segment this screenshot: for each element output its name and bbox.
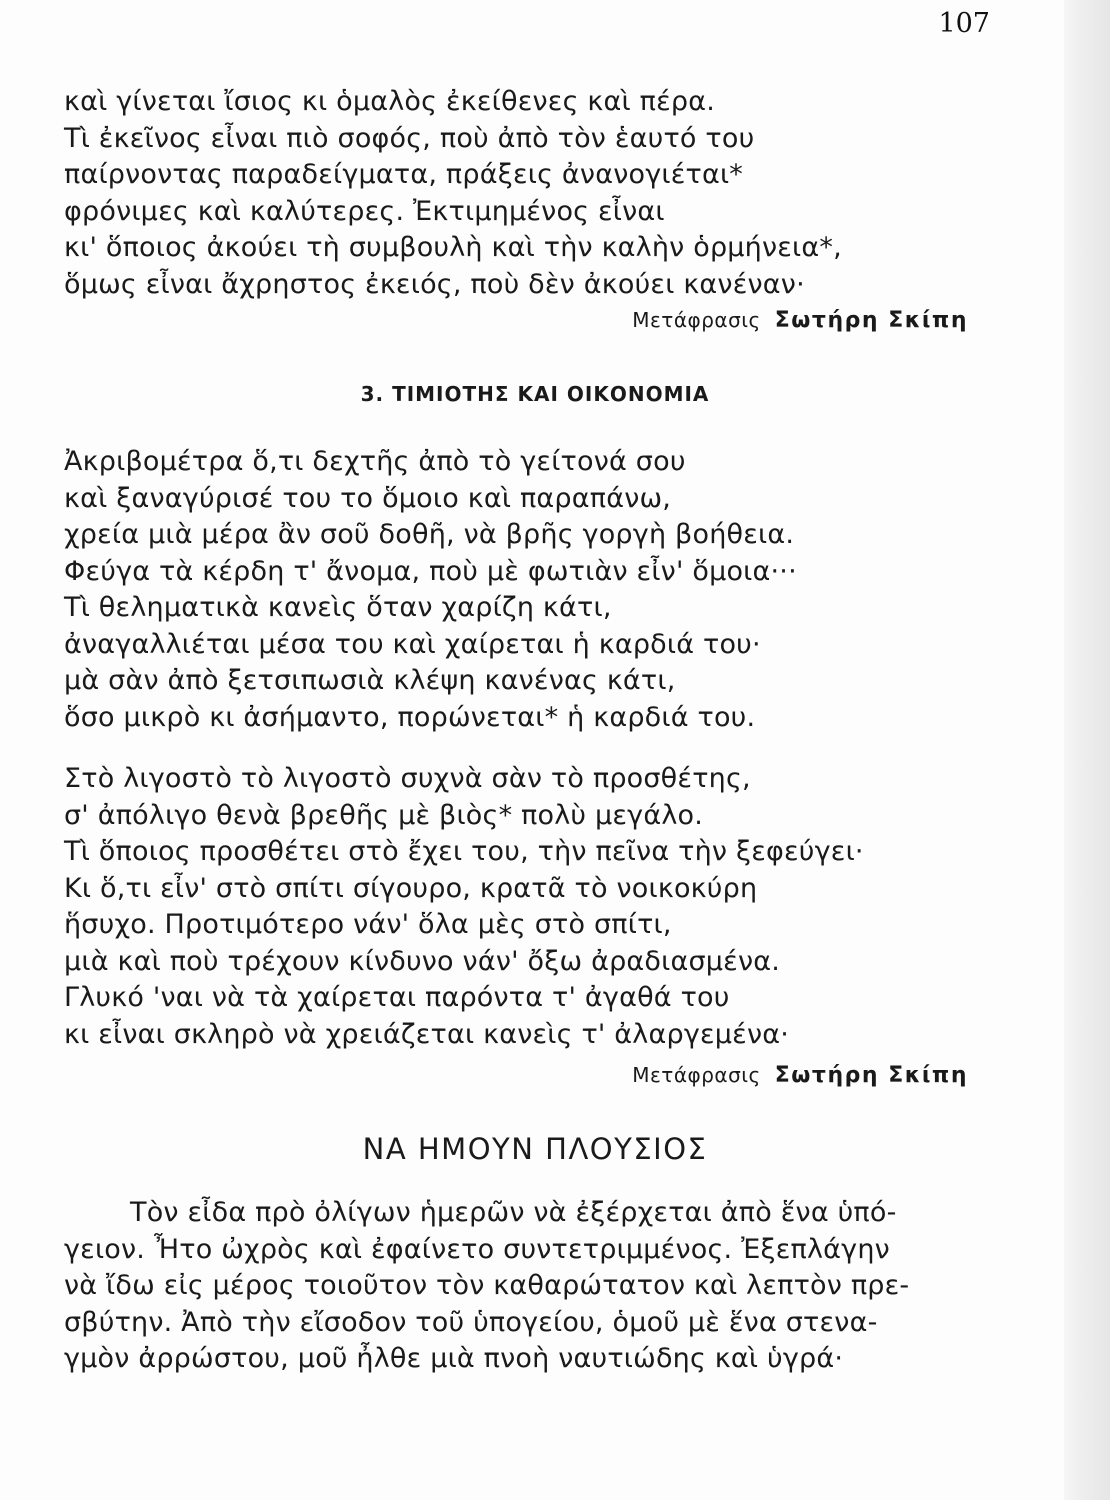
poem-continuation (64, 84, 842, 303)
verse-line: μιὰ καὶ ποὺ τρέχουν κίνδυνο νάν' ὄξω ἀραδιασμένα. (64, 945, 781, 977)
translator-attribution (632, 308, 968, 333)
translator-name: Σωτήρη Σκίπη (774, 308, 968, 333)
next-page-edge (1064, 0, 1110, 1500)
verse-line: μὰ σὰν ἀπὸ ξετσιπωσιὰ κλέψη κανένας κάτι, (64, 665, 676, 696)
poem-stanza-1 (64, 444, 797, 736)
translator-attribution (632, 1063, 968, 1088)
verse-line: ὅσο μικρὸ κι ἀσήμαντο, πορώνεται* ἡ καρδιά του. (64, 701, 756, 733)
verse-line: ἀναγαλλιέται μέσα του καὶ χαίρεται ἡ καρδιά του· (64, 628, 761, 660)
verse-line: Τὶ θεληματικὰ κανεὶς ὅταν χαρίζη κάτι, (64, 592, 612, 623)
verse-line: Στὸ λιγοστὸ τὸ λιγοστὸ συχνὰ σὰν τὸ προσθέτης, (64, 763, 751, 794)
verse-line: σ' ἀπόλιγο θενὰ βρεθῆς μὲ βιὸς* πολὺ μεγάλο. (64, 799, 704, 831)
section-heading: 3. ΤΙΜΙΟΤΗΣ ΚΑΙ ΟΙΚΟΝΟΜΙΑ (360, 382, 710, 406)
prose-line: γμὸν ἀρρώστου, μοῦ ἦλθε μιὰ πνοὴ ναυτιώδης καὶ ὑγρά· (64, 1343, 844, 1374)
verse-line: κι' ὅποιος ἀκούει τὴ συμβουλὴ καὶ τὴν καλὴν ὁρμήνεια*, (64, 232, 842, 263)
verse-line: παίρνοντας παραδείγματα, πράξεις ἀνανογιέται* (64, 159, 743, 190)
verse-line: Τὶ ὅποιος προσθέτει στὸ ἔχει του, τὴν πεῖνα τὴν ξεφεύγει· (64, 836, 864, 867)
prose-paragraph (64, 1195, 909, 1378)
chapter-title: ΝΑ ΗΜΟΥΝ ΠΛΟΥΣΙΟΣ (362, 1132, 708, 1166)
prose-line: γειον. Ἦτο ὠχρὸς καὶ ἐφαίνετο συντετριμμένος. Ἐξεπλάγην (64, 1233, 890, 1265)
verse-line: χρεία μιὰ μέρα ἂν σοῦ δοθῆ, νὰ βρῆς γοργὴ βοήθεια. (64, 519, 795, 550)
verse-line: ὅμως εἶναι ἄχρηστος ἐκειός, ποὺ δὲν ἀκούει κανέναν· (64, 268, 805, 300)
prose-line: νὰ ἴδω εἰς μέρος τοιοῦτον τὸν καθαρώτατον καὶ λεπτὸν πρε- (64, 1270, 910, 1301)
verse-line: κι εἶναι σκληρὸ νὰ χρειάζεται κανεὶς τ' ἀλαργεμένα· (64, 1018, 790, 1050)
verse-line: Ἀκριβομέτρα ὅ,τι δεχτῆς ἀπὸ τὸ γείτονά σου (64, 446, 686, 477)
verse-line: φρόνιμες καὶ καλύτερες. Ἐκτιμημένος εἶναι (64, 195, 665, 227)
translator-name: Σωτήρη Σκίπη (774, 1063, 968, 1088)
verse-line: Τὶ ἐκεῖνος εἶναι πιὸ σοφός, ποὺ ἀπὸ τὸν ἑαυτό του (64, 122, 755, 154)
attribution-label: Μετάφρασις (632, 1063, 761, 1087)
verse-line: ἥσυχο. Προτιμότερο νάν' ὅλα μὲς στὸ σπίτι, (64, 909, 672, 940)
verse-line: καὶ ξαναγύρισέ του το ὅμοιο καὶ παραπάνω, (64, 482, 672, 514)
verse-line: Γλυκό 'ναι νὰ τὰ χαίρεται παρόντα τ' ἀγαθά του (64, 982, 730, 1013)
verse-line: Φεύγα τὰ κέρδη τ' ἄνομα, ποὺ μὲ φωτιὰν εἶν' ὅμοια··· (64, 555, 797, 587)
prose-line: Τὸν εἶδα πρὸ ὀλίγων ἡμερῶν νὰ ἐξέρχεται ἀπὸ ἕνα ὑπό- (130, 1197, 897, 1228)
poem-stanza-2 (64, 761, 864, 1053)
verse-line: Κι ὅ,τι εἶν' στὸ σπίτι σίγουρο, κρατᾶ τὸ νοικοκύρη (64, 872, 758, 904)
attribution-label: Μετάφρασις (632, 308, 761, 332)
page-number: 107 (938, 8, 990, 39)
prose-line: σβύτην. Ἀπὸ τὴν εἴσοδον τοῦ ὑπογείου, ὁμοῦ μὲ ἕνα στενα- (64, 1306, 878, 1338)
verse-line: καὶ γίνεται ἴσιος κι ὁμαλὸς ἐκείθενες καὶ πέρα. (64, 86, 716, 117)
